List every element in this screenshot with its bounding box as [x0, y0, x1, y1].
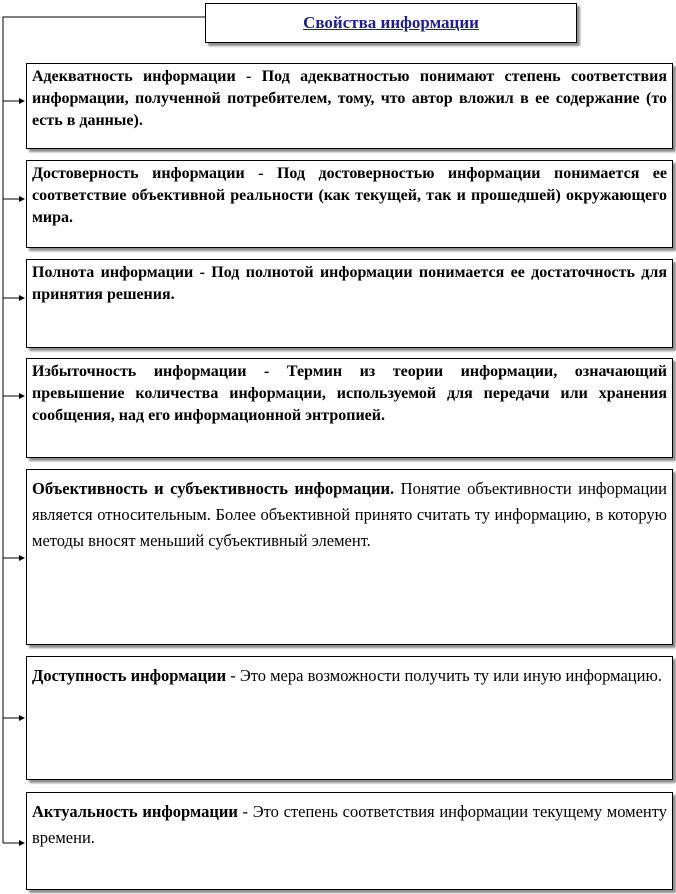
property-box-redundancy [26, 358, 673, 458]
property-box-accessibility [26, 656, 673, 780]
property-separator: - [244, 165, 277, 182]
property-box-adequacy [26, 63, 673, 149]
property-label: Достоверность информации [32, 165, 245, 182]
property-label: Адекватность информации [32, 68, 236, 85]
property-text: Под адекватностью понимают степень соответствия информации, полученной потребителем, тому, что автор вложил в ее содержание (то есть в данные). [32, 68, 667, 129]
property-text: Под достоверностью информации понимается ее соответствие объективной реальности (как текущей, так и прошедшей) окружающего мира. [32, 165, 668, 226]
property-text: Понятие объективности информации является относительным. Более объективной принято считать ту информацию, в которую методы вносят меньший субъективный элемент. [32, 479, 667, 550]
property-separator: - [193, 264, 212, 281]
property-separator: - [235, 68, 262, 85]
property-text: Это степень соответствия информации текущему моменту времени. [32, 802, 667, 847]
property-label: Актуальность информации [32, 802, 238, 821]
property-text: Это мера возможности получить ту или иную информацию. [239, 666, 662, 685]
property-text: Термин из теории информации, означающий превышение количества информации, используемой для передачи или хранения сообщения, над его информационной энтропией. [32, 363, 668, 424]
property-label: Избыточность информации [32, 363, 247, 380]
property-box-objectivity [26, 469, 673, 645]
property-box-completeness [26, 259, 673, 348]
title-box [205, 3, 577, 43]
property-label: Полнота информации [32, 264, 194, 281]
property-box-relevance [26, 792, 673, 890]
property-box-reliability [26, 160, 673, 248]
property-separator: - [226, 666, 240, 685]
property-text: Под полнотой информации понимается ее достаточность для принятия решения. [32, 264, 668, 303]
property-label: Объективность и субъективность информации. [32, 479, 395, 498]
property-label: Доступность информации [32, 666, 227, 685]
property-separator: - [246, 363, 287, 380]
property-separator: - [237, 802, 253, 821]
diagram-title: Свойства информации [303, 13, 479, 32]
